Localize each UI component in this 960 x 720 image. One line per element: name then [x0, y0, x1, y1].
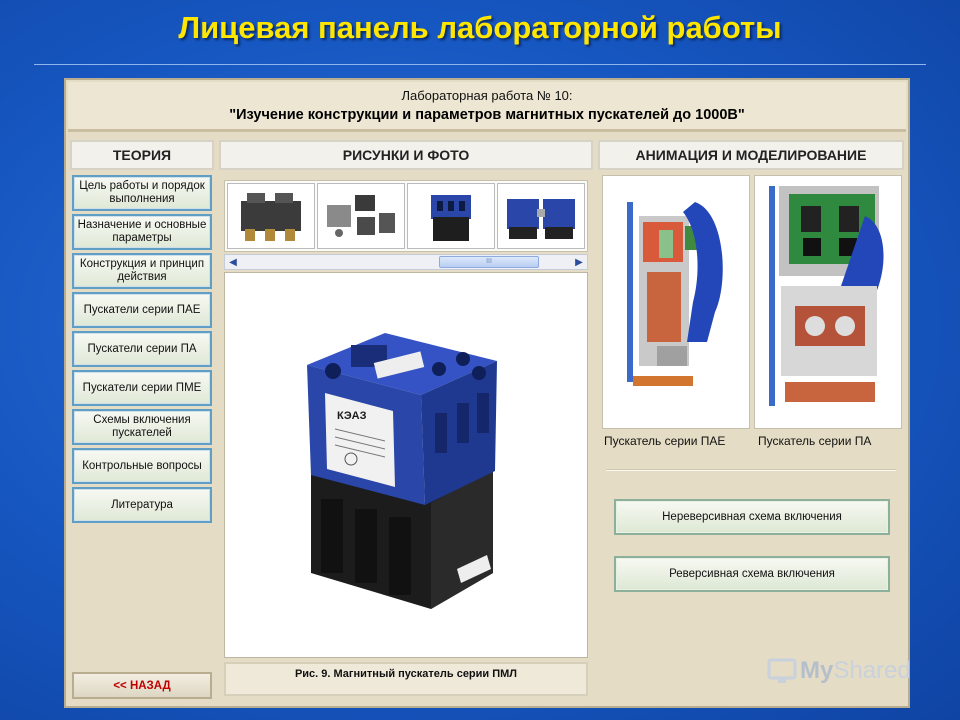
pictures-header: РИСУНКИ И ФОТО: [219, 140, 593, 170]
pml-starter-icon: [411, 187, 491, 245]
pml-starter-photo: [225, 273, 587, 657]
title-divider: [34, 64, 926, 65]
menu-series-pa[interactable]: Пускатели серии ПА: [72, 331, 212, 367]
thumbnail-1[interactable]: [227, 183, 315, 249]
reversing-starter-icon: [501, 187, 581, 245]
pa-section-drawing: [755, 176, 901, 428]
main-photo: [224, 272, 588, 658]
label-pa: Пускатель серии ПА: [758, 434, 872, 448]
menu-wiring-schemes[interactable]: Схемы включения пускателей: [72, 409, 212, 445]
watermark-my: My: [800, 657, 834, 684]
photo-caption: Рис. 9. Магнитный пускатель серии ПМЛ: [224, 662, 588, 696]
scroll-thumb[interactable]: III: [439, 256, 539, 268]
starter-parts-icon: [321, 187, 401, 245]
animation-pae[interactable]: [602, 175, 750, 429]
reversing-scheme-button[interactable]: Реверсивная схема включения: [614, 556, 890, 592]
thumbnail-3[interactable]: [407, 183, 495, 249]
lab-topic: "Изучение конструкции и параметров магнитных пускателей до 1000В": [229, 107, 745, 123]
menu-purpose-parameters[interactable]: Назначение и основные параметры: [72, 214, 212, 250]
thumbnail-scrollbar[interactable]: [224, 254, 588, 270]
scroll-right-icon[interactable]: ▶: [575, 256, 583, 268]
lab-header: [68, 82, 906, 132]
theory-header: ТЕОРИЯ: [70, 140, 214, 170]
back-button[interactable]: << НАЗАД: [72, 672, 212, 699]
starter-photo-icon: [231, 187, 311, 245]
menu-control-questions[interactable]: Контрольные вопросы: [72, 448, 212, 484]
thumbnail-4[interactable]: [497, 183, 585, 249]
animation-header: АНИМАЦИЯ И МОДЕЛИРОВАНИЕ: [598, 140, 904, 170]
menu-goal-procedure[interactable]: Цель работы и порядок выполнения: [72, 175, 212, 211]
animation-pa[interactable]: [754, 175, 902, 429]
watermark: [766, 656, 911, 686]
menu-series-pme[interactable]: Пускатели серии ПМЕ: [72, 370, 212, 406]
thumbnail-2[interactable]: [317, 183, 405, 249]
pae-section-drawing: [603, 176, 749, 428]
thumbnail-strip: [224, 180, 588, 252]
scroll-left-icon[interactable]: ◀: [229, 256, 237, 268]
watermark-shared: Shared: [833, 657, 911, 684]
photo-brand-label: КЭАЗ: [337, 410, 367, 422]
menu-literature[interactable]: Литература: [72, 487, 212, 523]
myshared-logo-icon: [766, 656, 800, 686]
lab-number: Лабораторная работа № 10:: [401, 88, 573, 103]
menu-series-pae[interactable]: Пускатели серии ПАЕ: [72, 292, 212, 328]
nonreversing-scheme-button[interactable]: Нереверсивная схема включения: [614, 499, 890, 535]
slide-title: Лицевая панель лабораторной работы: [178, 10, 782, 45]
lab-front-panel: [64, 78, 910, 708]
divider: [606, 469, 896, 471]
label-pae: Пускатель серии ПАЕ: [604, 434, 726, 448]
menu-design-principle[interactable]: Конструкция и принцип действия: [72, 253, 212, 289]
